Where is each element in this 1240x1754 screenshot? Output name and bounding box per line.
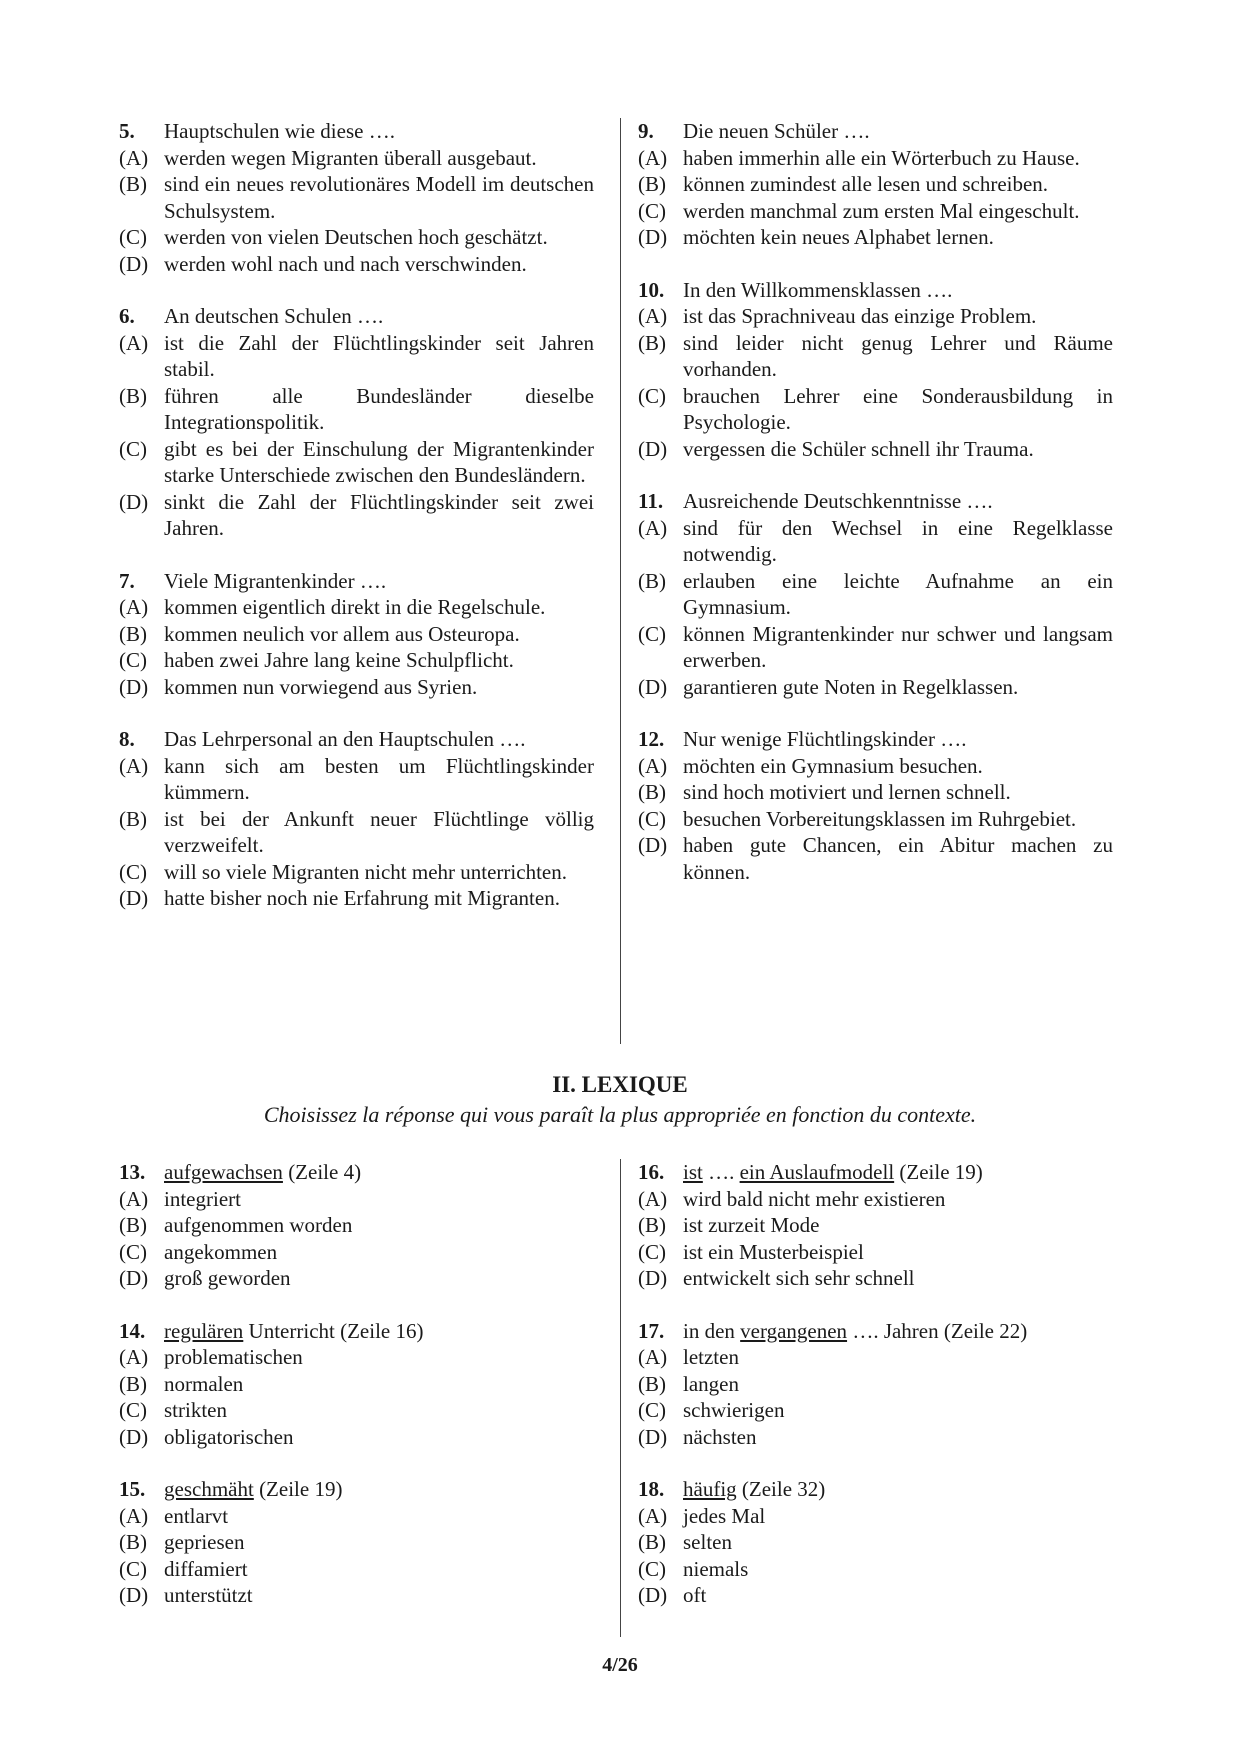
answer-option [638, 224, 1113, 251]
underlined-term: aufgewachsen [164, 1160, 283, 1184]
question-number: 5. [119, 119, 135, 143]
question-stem [638, 118, 1113, 145]
answer-option [638, 515, 1113, 568]
question-number: 10. [638, 277, 665, 302]
page-number: 4/26 [602, 1654, 638, 1676]
answer-option [638, 806, 1113, 833]
answer-option [638, 1424, 1113, 1451]
question-stem [119, 1476, 594, 1503]
option-text: jedes Mal [683, 1503, 766, 1528]
option-label: (A) [119, 595, 149, 619]
answer-option [119, 1344, 594, 1371]
answer-option [638, 674, 1113, 701]
answer-option [119, 436, 594, 489]
question-block [638, 726, 1113, 885]
option-label: (D) [119, 251, 149, 276]
option-text: problematischen [164, 1345, 303, 1369]
question-stem-text: Nur wenige Flüchtlingskinder …. [683, 727, 967, 751]
option-text: können Migrantenkinder nur schwer und langsam erwerben. [683, 621, 1113, 672]
option-label: (B) [119, 1371, 147, 1396]
question-stem-text [683, 1159, 1113, 1186]
question-stem-text: Hauptschulen wie diese …. [164, 119, 395, 143]
option-text: obligatorischen [164, 1424, 294, 1449]
option-text: will so viele Migranten nicht mehr unterrichten. [164, 859, 567, 884]
answer-option [638, 832, 1113, 885]
part2-left-column [119, 1159, 594, 1635]
option-label: (B) [119, 383, 147, 408]
answer-option [638, 1397, 1113, 1424]
option-label: (A) [638, 145, 668, 170]
underlined-term: ist [683, 1160, 703, 1184]
answer-option [638, 303, 1113, 330]
answer-option [638, 1556, 1113, 1583]
option-label: (A) [638, 1186, 668, 1211]
option-text: sind hoch motiviert und lernen schnell. [683, 780, 1011, 804]
option-text: ist die Zahl der Flüchtlingskinder seit Jahren stabil. [164, 330, 594, 381]
answer-option [119, 251, 594, 278]
option-label: (D) [119, 674, 149, 699]
answer-option [119, 753, 594, 806]
answer-option [638, 1212, 1113, 1239]
question-stem [119, 118, 594, 145]
stem-text: Unterricht (Zeile 16) [243, 1318, 424, 1343]
option-text: vergessen die Schüler schnell ihr Trauma. [683, 436, 1034, 461]
option-label: (A) [638, 304, 668, 328]
answer-option [119, 1556, 594, 1583]
question-stem-text [683, 1476, 1113, 1503]
option-text: integriert [164, 1186, 241, 1211]
option-text: entlarvt [164, 1503, 229, 1528]
option-label: (B) [638, 1530, 666, 1554]
part1-right-column [638, 118, 1113, 911]
answer-option [638, 621, 1113, 674]
question-block [638, 118, 1113, 251]
question-block [119, 568, 594, 701]
stem-text: (Zeile 19) [253, 1477, 343, 1501]
option-text: niemals [683, 1556, 749, 1581]
question-number: 9. [638, 119, 654, 143]
option-label: (D) [638, 674, 668, 699]
question-number: 6. [119, 304, 135, 328]
option-label: (C) [638, 806, 666, 831]
option-text: strikten [164, 1398, 227, 1422]
answer-option [119, 1239, 594, 1266]
column-divider [620, 118, 621, 1044]
option-text: oft [683, 1583, 707, 1607]
option-text: angekommen [164, 1239, 278, 1264]
answer-option [119, 885, 594, 912]
option-text: haben immerhin alle ein Wörterbuch zu Hause. [683, 145, 1080, 170]
question-block [638, 1318, 1113, 1451]
option-text: brauchen Lehrer eine Sonderausbildung in Psychologie. [683, 383, 1113, 434]
option-label: (A) [119, 1503, 149, 1528]
answer-option [119, 1397, 594, 1424]
underlined-term: regulären [164, 1318, 244, 1343]
answer-option [638, 436, 1113, 463]
option-label: (A) [638, 753, 668, 778]
question-number: 8. [119, 727, 135, 751]
answer-option [638, 1186, 1113, 1213]
answer-option [119, 859, 594, 886]
option-text: langen [683, 1371, 739, 1396]
option-text: besuchen Vorbereitungsklassen im Ruhrgebiet. [683, 806, 1077, 831]
question-number: 15. [119, 1477, 146, 1501]
answer-option [119, 594, 594, 621]
answer-option [119, 1265, 594, 1292]
section-title: II. LEXIQUE [552, 1072, 688, 1097]
answer-option [119, 171, 594, 224]
answer-option [638, 568, 1113, 621]
part2-right-column [638, 1159, 1113, 1635]
stem-text: (Zeile 4) [282, 1160, 362, 1184]
answer-option [638, 171, 1113, 198]
option-text: gepriesen [164, 1530, 245, 1554]
option-label: (B) [638, 780, 666, 804]
answer-option [119, 224, 594, 251]
question-number: 11. [638, 489, 664, 513]
answer-option [638, 779, 1113, 806]
question-stem-text: Viele Migrantenkinder …. [164, 568, 387, 593]
answer-option [119, 1186, 594, 1213]
option-text: aufgenommen worden [164, 1213, 353, 1237]
option-label: (D) [638, 1583, 668, 1607]
question-stem-text: An deutschen Schulen …. [164, 304, 384, 328]
option-label: (C) [119, 1239, 147, 1264]
option-label: (C) [119, 648, 147, 672]
question-stem [119, 1318, 594, 1345]
option-text: wird bald nicht mehr existieren [683, 1186, 946, 1211]
question-number: 16. [638, 1160, 665, 1184]
question-block [638, 1159, 1113, 1292]
option-text: sinkt die Zahl der Flüchtlingskinder seit zwei Jahren. [164, 489, 594, 540]
option-label: (A) [638, 1345, 668, 1369]
question-block [119, 726, 594, 912]
answer-option [638, 1582, 1113, 1609]
question-block [119, 118, 594, 277]
option-label: (B) [119, 1213, 147, 1237]
option-label: (C) [119, 436, 147, 461]
option-label: (C) [638, 1239, 666, 1264]
option-label: (B) [638, 568, 666, 593]
option-label: (A) [119, 753, 149, 778]
question-stem-text [164, 1318, 594, 1345]
option-text: kommen eigentlich direkt in die Regelschule. [164, 595, 546, 619]
underlined-term: geschmäht [164, 1477, 254, 1501]
option-label: (D) [638, 1266, 668, 1290]
option-text: ist ein Musterbeispiel [683, 1239, 864, 1264]
answer-option [638, 753, 1113, 780]
option-label: (B) [638, 172, 666, 196]
question-stem [119, 726, 594, 753]
option-label: (C) [119, 859, 147, 884]
answer-option [638, 1239, 1113, 1266]
option-text: werden wegen Migranten überall ausgebaut. [164, 145, 537, 170]
question-stem-text: Die neuen Schüler …. [683, 119, 870, 143]
option-text: werden von vielen Deutschen hoch geschätzt. [164, 225, 548, 249]
option-label: (A) [119, 330, 149, 355]
option-text: ist das Sprachniveau das einzige Problem. [683, 304, 1037, 328]
option-label: (A) [119, 145, 149, 170]
question-stem [638, 1476, 1113, 1503]
option-label: (D) [119, 1266, 149, 1290]
question-number: 13. [119, 1160, 146, 1184]
option-text: letzten [683, 1345, 739, 1369]
option-label: (C) [638, 621, 666, 646]
option-text: nächsten [683, 1424, 757, 1449]
question-stem [638, 488, 1113, 515]
answer-option [638, 1503, 1113, 1530]
answer-option [119, 1503, 594, 1530]
option-label: (C) [638, 383, 666, 408]
option-text: möchten ein Gymnasium besuchen. [683, 753, 983, 778]
option-label: (D) [638, 225, 668, 249]
option-label: (B) [119, 172, 147, 196]
question-stem [119, 568, 594, 595]
option-text: kommen neulich vor allem aus Osteuropa. [164, 621, 520, 646]
question-stem-text [683, 1318, 1113, 1345]
answer-option [638, 145, 1113, 172]
option-text: garantieren gute Noten in Regelklassen. [683, 674, 1019, 699]
answer-option [119, 1529, 594, 1556]
column-divider [620, 1159, 621, 1637]
option-label: (B) [638, 1371, 666, 1396]
option-text: hatte bisher noch nie Erfahrung mit Migranten. [164, 886, 560, 910]
answer-option [119, 145, 594, 172]
option-label: (B) [119, 1530, 147, 1554]
part1-left-column [119, 118, 594, 938]
option-label: (A) [119, 1345, 149, 1369]
question-stem [638, 726, 1113, 753]
option-text: können zumindest alle lesen und schreiben. [683, 172, 1049, 196]
option-text: kann sich am besten um Flüchtlingskinder kümmern. [164, 753, 594, 804]
question-stem-text: In den Willkommensklassen …. [683, 277, 953, 302]
question-block [119, 1159, 594, 1292]
option-text: selten [683, 1530, 732, 1554]
option-text: kommen nun vorwiegend aus Syrien. [164, 674, 478, 699]
stem-text: (Zeile 32) [736, 1477, 826, 1501]
answer-option [119, 1212, 594, 1239]
option-label: (C) [119, 1398, 147, 1422]
answer-option [638, 1344, 1113, 1371]
option-label: (D) [119, 886, 149, 910]
answer-option [638, 1529, 1113, 1556]
option-text: haben zwei Jahre lang keine Schulpflicht. [164, 648, 514, 672]
option-text: sind für den Wechsel in eine Regelklasse notwendig. [683, 515, 1113, 566]
underlined-term: vergangenen [740, 1318, 848, 1343]
option-text: gibt es bei der Einschulung der Migrantenkinder starke Unterschiede zwischen den Bundesländern. [164, 436, 594, 487]
option-label: (B) [119, 806, 147, 831]
section-header [0, 1070, 1240, 1130]
stem-text: …. Jahren (Zeile 22) [847, 1318, 1028, 1343]
question-stem-text [164, 1476, 594, 1503]
answer-option [119, 647, 594, 674]
option-label: (D) [638, 1424, 668, 1449]
option-label: (C) [638, 198, 666, 223]
option-label: (C) [638, 1556, 666, 1581]
question-stem [119, 1159, 594, 1186]
question-block [638, 1476, 1113, 1609]
option-label: (D) [119, 1583, 149, 1607]
option-text: ist zurzeit Mode [683, 1213, 820, 1237]
option-text: sind leider nicht genug Lehrer und Räume vorhanden. [683, 330, 1113, 381]
answer-option [638, 330, 1113, 383]
option-label: (D) [638, 436, 668, 461]
option-label: (D) [119, 489, 149, 514]
option-label: (C) [638, 1398, 666, 1422]
question-number: 17. [638, 1318, 665, 1343]
stem-text: (Zeile 19) [894, 1160, 983, 1184]
option-text: unterstützt [164, 1583, 253, 1607]
answer-option [119, 621, 594, 648]
answer-option [119, 674, 594, 701]
section-instruction: Choisissez la réponse qui vous paraît la plus appropriée en fonction du contexte. [263, 1102, 977, 1127]
option-label: (B) [119, 621, 147, 646]
option-text: führen alle Bundesländer dieselbe Integrationspolitik. [164, 383, 594, 434]
stem-text: …. [702, 1160, 740, 1184]
option-text: werden manchmal zum ersten Mal eingeschult. [683, 198, 1080, 223]
question-block [119, 1476, 594, 1609]
answer-option [119, 383, 594, 436]
question-stem [638, 277, 1113, 304]
answer-option [638, 383, 1113, 436]
option-label: (A) [119, 1186, 149, 1211]
answer-option [119, 806, 594, 859]
answer-option [119, 1424, 594, 1451]
question-number: 14. [119, 1318, 146, 1343]
stem-text: in den [683, 1318, 741, 1343]
option-text: entwickelt sich sehr schnell [683, 1266, 915, 1290]
answer-option [119, 1582, 594, 1609]
question-stem [119, 303, 594, 330]
answer-option [119, 489, 594, 542]
option-text: groß geworden [164, 1266, 291, 1290]
option-label: (C) [119, 1556, 147, 1581]
question-block [638, 488, 1113, 700]
question-stem [638, 1318, 1113, 1345]
question-stem-text: Ausreichende Deutschkenntnisse …. [683, 489, 993, 513]
option-text: diffamiert [164, 1556, 248, 1581]
option-label: (D) [119, 1424, 149, 1449]
answer-option [119, 330, 594, 383]
option-text: erlauben eine leichte Aufnahme an ein Gymnasium. [683, 568, 1113, 619]
underlined-term: ein Auslaufmodell [739, 1160, 895, 1184]
option-label: (B) [638, 1213, 666, 1237]
answer-option [119, 1371, 594, 1398]
option-label: (C) [119, 225, 147, 249]
answer-option [638, 1371, 1113, 1398]
option-text: haben gute Chancen, ein Abitur machen zu können. [683, 833, 1113, 884]
answer-option [638, 1265, 1113, 1292]
option-label: (B) [638, 330, 666, 355]
option-text: werden wohl nach und nach verschwinden. [164, 251, 527, 276]
option-text: möchten kein neues Alphabet lernen. [683, 225, 994, 249]
option-text: normalen [164, 1371, 244, 1396]
answer-option [638, 198, 1113, 225]
question-number: 18. [638, 1477, 665, 1501]
question-stem-text [164, 1159, 594, 1186]
option-label: (A) [638, 1503, 668, 1528]
question-block [119, 1318, 594, 1451]
option-text: sind ein neues revolutionäres Modell im deutschen Schulsystem. [164, 172, 594, 223]
option-text: ist bei der Ankunft neuer Flüchtlinge völlig verzweifelt. [164, 806, 594, 857]
question-stem-text: Das Lehrpersonal an den Hauptschulen …. [164, 727, 526, 751]
question-number: 7. [119, 568, 135, 593]
question-block [119, 303, 594, 542]
question-number: 12. [638, 727, 665, 751]
question-stem [638, 1159, 1113, 1186]
question-block [638, 277, 1113, 463]
underlined-term: häufig [683, 1477, 737, 1501]
option-label: (A) [638, 515, 668, 540]
option-text: schwierigen [683, 1398, 785, 1422]
option-label: (D) [638, 833, 668, 857]
